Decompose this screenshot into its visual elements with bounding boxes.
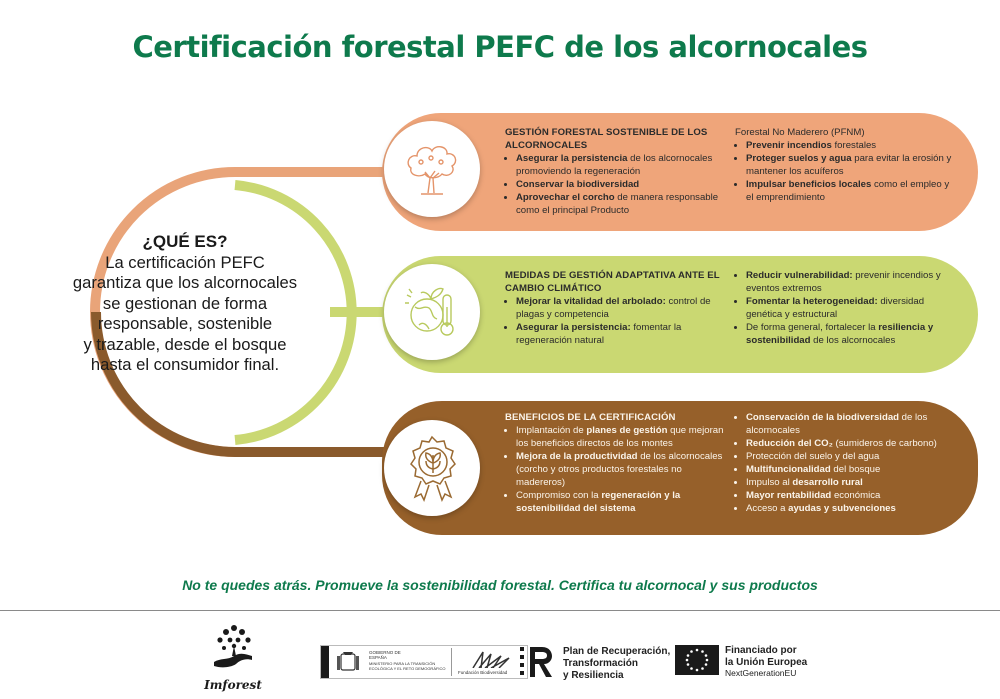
logo-bar: [321, 646, 329, 678]
call-to-action: No te quedes atrás. Promueve la sostenibilidad forestal. Certifica tu alcornocal y sus productos: [182, 577, 818, 593]
imforest-name: Imforest: [204, 678, 262, 692]
page-title: Certificación forestal PEFC de los alcornocales: [132, 30, 868, 64]
tree-icon: [401, 138, 463, 200]
what-line: hasta el consumidor final.: [90, 355, 280, 374]
climate-icon-circle: [384, 264, 480, 360]
list-item: • Mayor rentabilidad económica: [746, 489, 960, 502]
list-item: • Fomentar la heterogeneidad: diversidad genética y estructural: [746, 295, 957, 321]
what-is-box: [60, 232, 310, 376]
section3-left-column: [505, 411, 730, 515]
list-item: • Reducir vulnerabilidad: prevenir incendios y eventos extremos: [746, 269, 957, 295]
section2-right-column: [735, 269, 957, 347]
what-line: responsable, sostenible: [97, 314, 273, 333]
section1-heading: GESTIÓN FORESTAL SOSTENIBLE DE LOS ALCORNOCALES: [505, 127, 708, 151]
what-line: se gestionan de forma: [102, 293, 268, 313]
list-item-continuation: Forestal No Maderero (PFNM): [735, 127, 865, 138]
section1-left-column: [505, 126, 730, 217]
certification-badge-icon-circle: [384, 420, 480, 516]
list-item: • Aprovechar el corcho de manera responsable como el principal Producto: [516, 191, 730, 217]
certification-badge-icon: [399, 433, 465, 503]
what-line: La certificación PEFC: [105, 252, 265, 272]
list-item: • Compromiso con la regeneración y la sostenibilidad del sistema: [516, 489, 730, 515]
prtr-label: Plan de Recuperación, Transformación y Resiliencia: [563, 646, 671, 681]
list-item: • Proteger suelos y agua para evitar la erosión y mantener los acuíferos: [746, 152, 955, 178]
list-item: • Mejorar la vitalidad del arbolado: control de plagas y competencia: [516, 295, 730, 321]
fundacion-label: Fundación Biodiversidad: [458, 670, 508, 675]
section3-right-column: [735, 411, 960, 515]
list-item: • Prevenir incendios forestales: [746, 139, 955, 152]
eu-label: Financiado por la Unión Europea NextGenerationEU: [725, 645, 808, 678]
section2-left-column: [505, 269, 730, 347]
section1-right-column: [735, 126, 955, 204]
gobierno-label: GOBIERNO DE ESPAÑA: [369, 650, 401, 660]
list-item: • Reducción del CO₂ (sumideros de carbono): [746, 437, 960, 450]
list-item: • Asegurar la persistencia de los alcornocales promoviendo la regeneración: [516, 152, 730, 178]
tree-icon-circle: [384, 121, 480, 217]
section3-heading: BENEFICIOS DE LA CERTIFICACIÓN: [505, 412, 676, 423]
list-item: • Mejora de la productividad de los alcornocales (corcho y otros productos forestales no madereros): [516, 450, 730, 489]
gobierno-logo: [320, 645, 528, 679]
climate-icon: [401, 281, 463, 343]
what-question: ¿QUÉ ES?: [142, 232, 228, 251]
footer-divider: [0, 610, 1000, 611]
what-line: garantiza que los alcornocales: [72, 273, 298, 292]
list-item: • Conservación de la biodiversidad de los alcornocales: [746, 411, 960, 437]
grass-icon: [471, 650, 511, 668]
prtr-logo-icon: [518, 645, 556, 679]
list-item: • De forma general, fortalecer la resiliencia y sostenibilidad de los alcornocales: [746, 321, 957, 347]
imforest-logo: [206, 620, 262, 676]
coat-of-arms-icon: [335, 650, 361, 674]
list-item: • Acceso a ayudas y subvenciones: [746, 502, 960, 515]
list-item: • Conservar la biodiversidad: [516, 178, 730, 191]
list-item: • Implantación de planes de gestión que mejoran los beneficios directos de los montes: [516, 424, 730, 450]
list-item: • Impulsar beneficios locales como el empleo y el emprendimiento: [746, 178, 955, 204]
list-item: • Asegurar la persistencia: fomentar la regeneración natural: [516, 321, 730, 347]
list-item: • Impulso al desarrollo rural: [746, 476, 960, 489]
list-item: • Protección del suelo y del agua: [746, 450, 960, 463]
eu-flag-icon: [675, 645, 719, 675]
logo-separator: [451, 648, 452, 676]
list-item: • Multifuncionalidad del bosque: [746, 463, 960, 476]
section2-heading: MEDIDAS DE GESTIÓN ADAPTATIVA ANTE EL CAMBIO CLIMÁTICO: [505, 270, 720, 294]
what-line: y trazable, desde el bosque: [83, 334, 287, 354]
ministerio-label: MINISTERIO PARA LA TRANSICIÓN ECOLÓGICA Y EL RETO DEMOGRÁFICO: [369, 661, 446, 671]
